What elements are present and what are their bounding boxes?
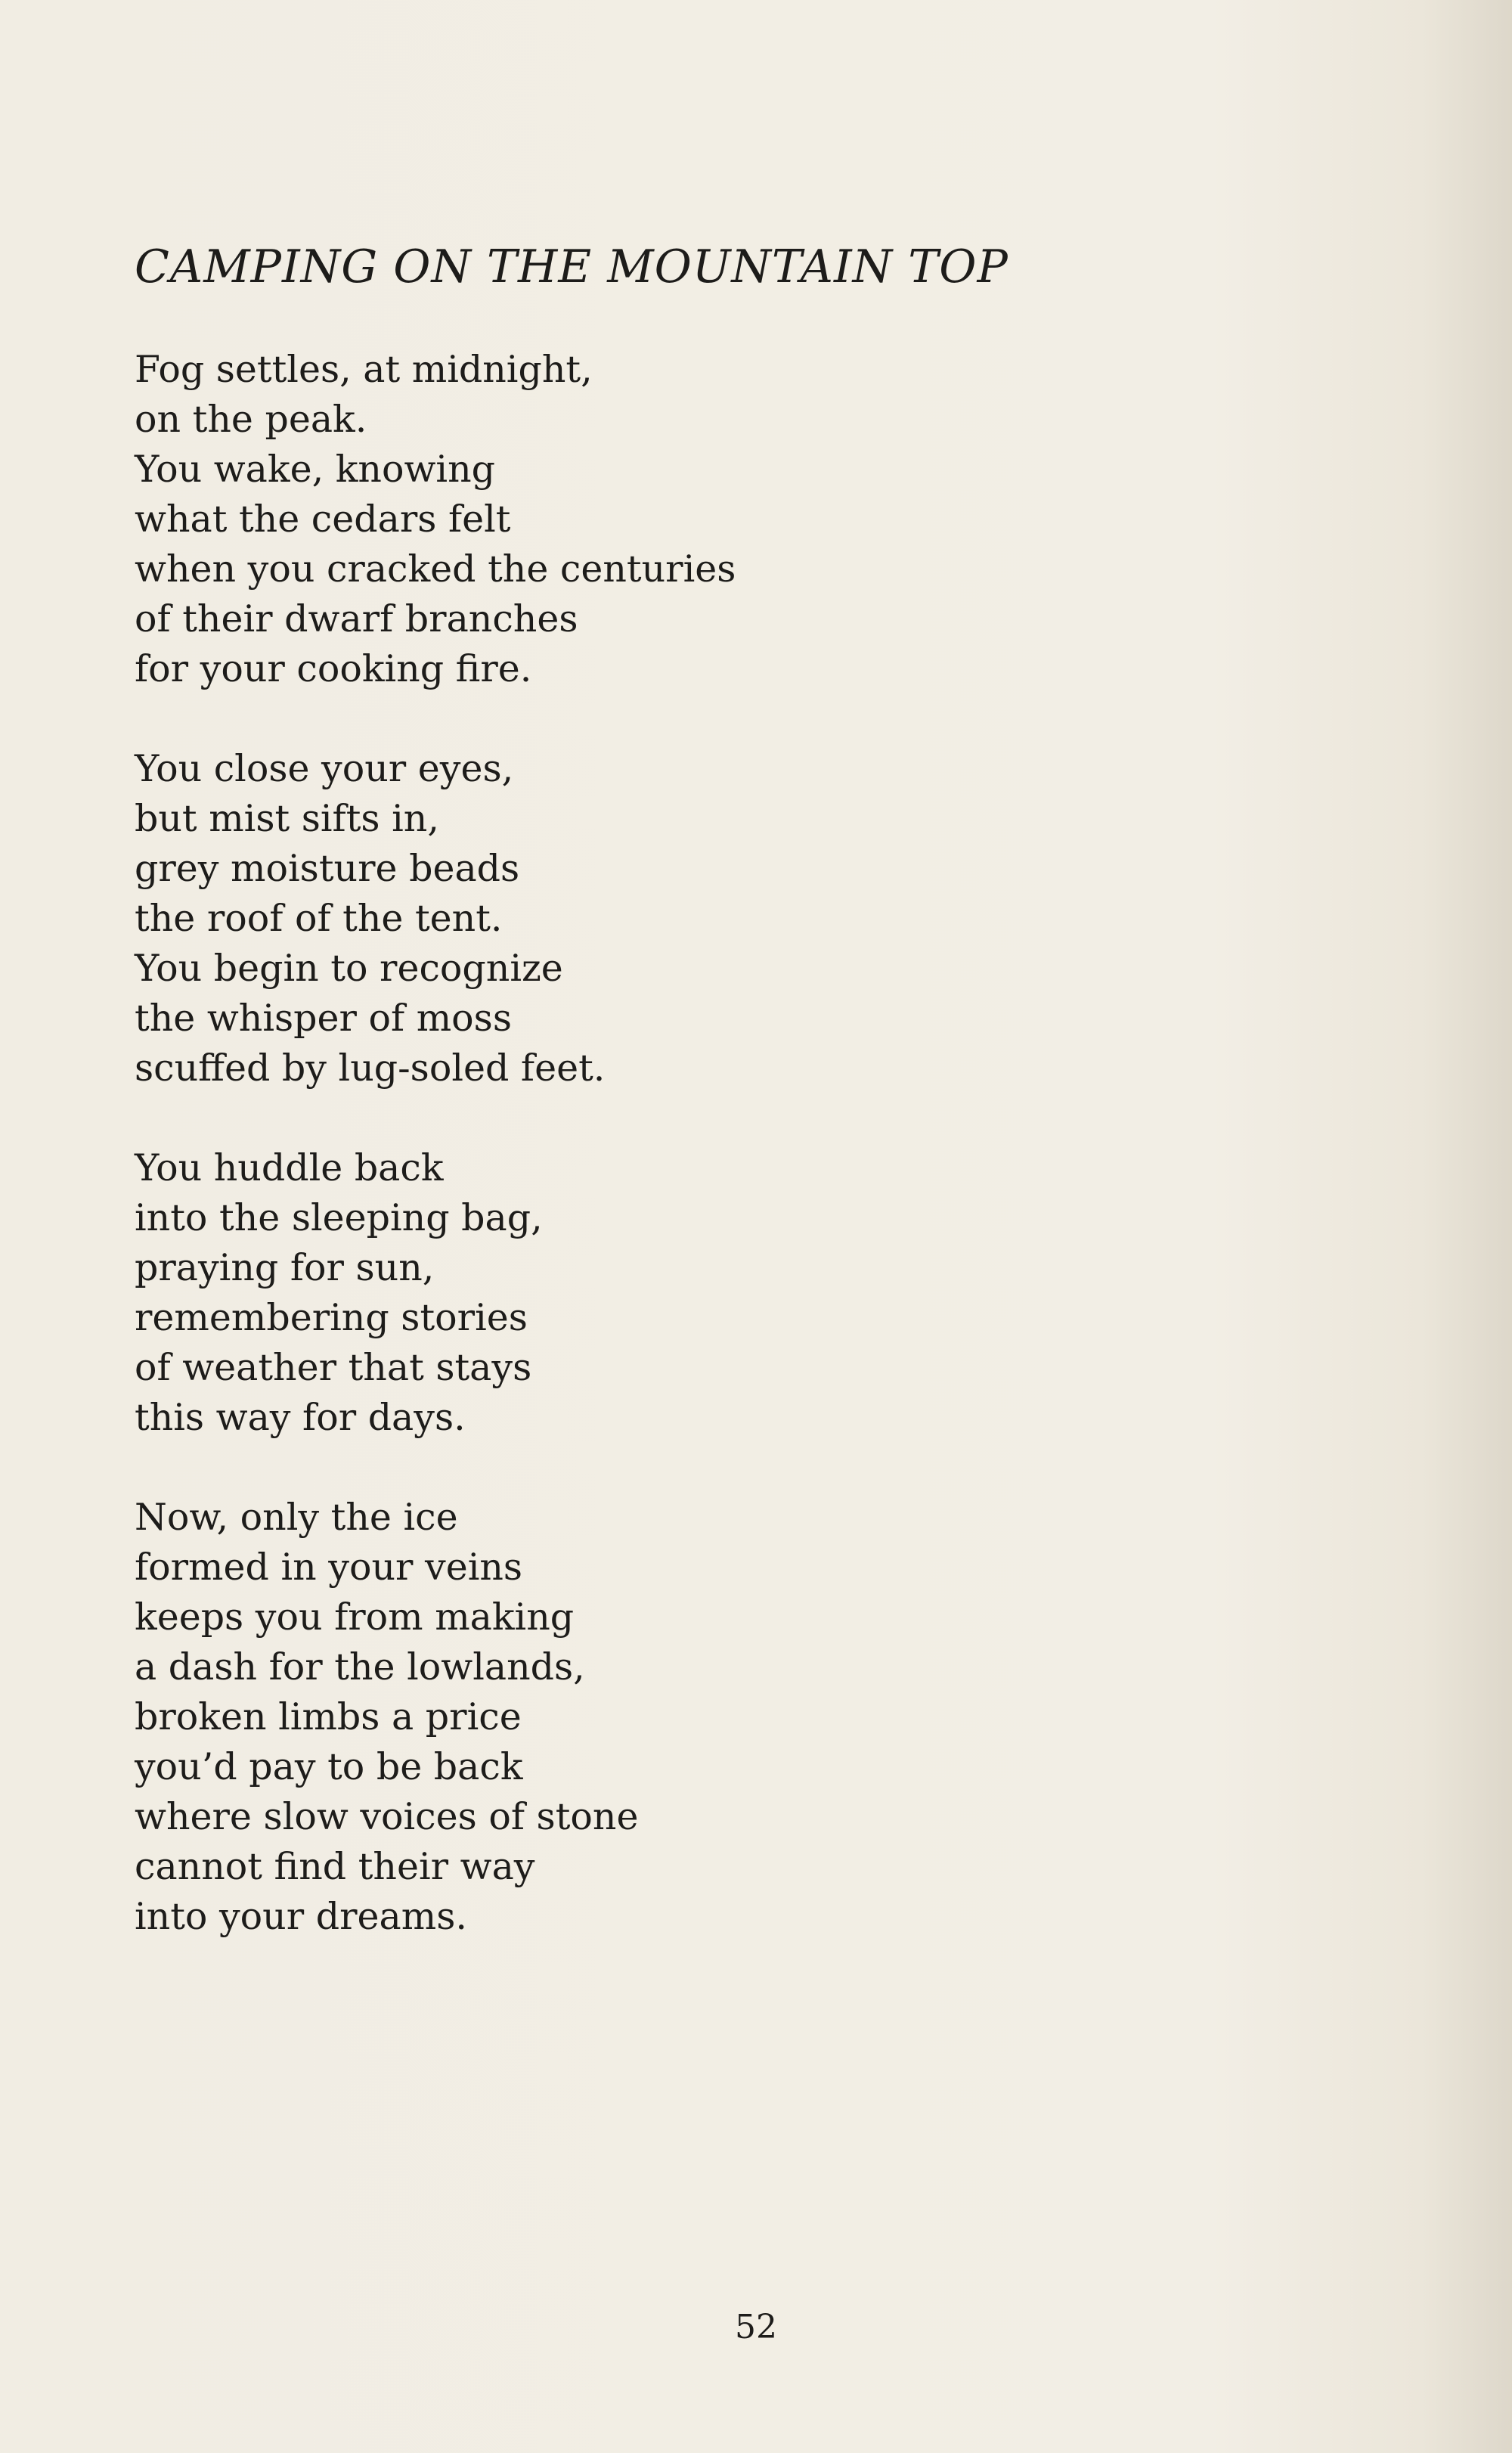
poem-line: where slow voices of stone xyxy=(135,1795,639,1838)
poem-line: of weather that stays xyxy=(135,1346,532,1389)
poem-line: when you cracked the centuries xyxy=(135,547,736,591)
poem-line: scuffed by lug-soled feet. xyxy=(135,1047,606,1090)
poem-line: into the sleeping bag, xyxy=(135,1196,543,1239)
poem-line: keeps you from making xyxy=(135,1596,575,1639)
page-number: 52 xyxy=(735,2308,777,2346)
poem-line: You wake, knowing xyxy=(135,448,496,491)
poem-line: You begin to recognize xyxy=(135,947,563,990)
poem-line: You huddle back xyxy=(135,1146,444,1189)
poem-line: cannot find their way xyxy=(135,1845,535,1888)
poem-title: CAMPING ON THE MOUNTAIN TOP xyxy=(135,240,1009,293)
stanza-3 xyxy=(135,1143,736,1443)
poem-line: what the cedars felt xyxy=(135,498,511,541)
poem-line: a dash for the lowlands, xyxy=(135,1645,585,1689)
poem-line: this way for days. xyxy=(135,1396,466,1439)
poem-line: remembering stories xyxy=(135,1296,528,1339)
poem-line: grey moisture beads xyxy=(135,847,520,890)
poem-line: on the peak. xyxy=(135,398,367,441)
poem-line: Fog settles, at midnight, xyxy=(135,348,593,391)
poem-line: broken limbs a price xyxy=(135,1695,522,1738)
poem-body xyxy=(135,345,736,1942)
poem-line: formed in your veins xyxy=(135,1546,523,1589)
poem-line: praying for sun, xyxy=(135,1246,435,1289)
stanza-2 xyxy=(135,744,736,1093)
poem-line: You close your eyes, xyxy=(135,747,514,790)
stanza-4 xyxy=(135,1493,736,1942)
poem-line: for your cooking fire. xyxy=(135,647,532,690)
stanza-1 xyxy=(135,345,736,694)
poem-line: of their dwarf branches xyxy=(135,597,578,640)
poem-line: the roof of the tent. xyxy=(135,897,503,940)
poem-line: Now, only the ice xyxy=(135,1496,458,1539)
poem-line: but mist sifts in, xyxy=(135,797,439,840)
poem-line: into your dreams. xyxy=(135,1895,467,1938)
poem-line: you’d pay to be back xyxy=(135,1745,523,1788)
poem-line: the whisper of moss xyxy=(135,997,512,1040)
